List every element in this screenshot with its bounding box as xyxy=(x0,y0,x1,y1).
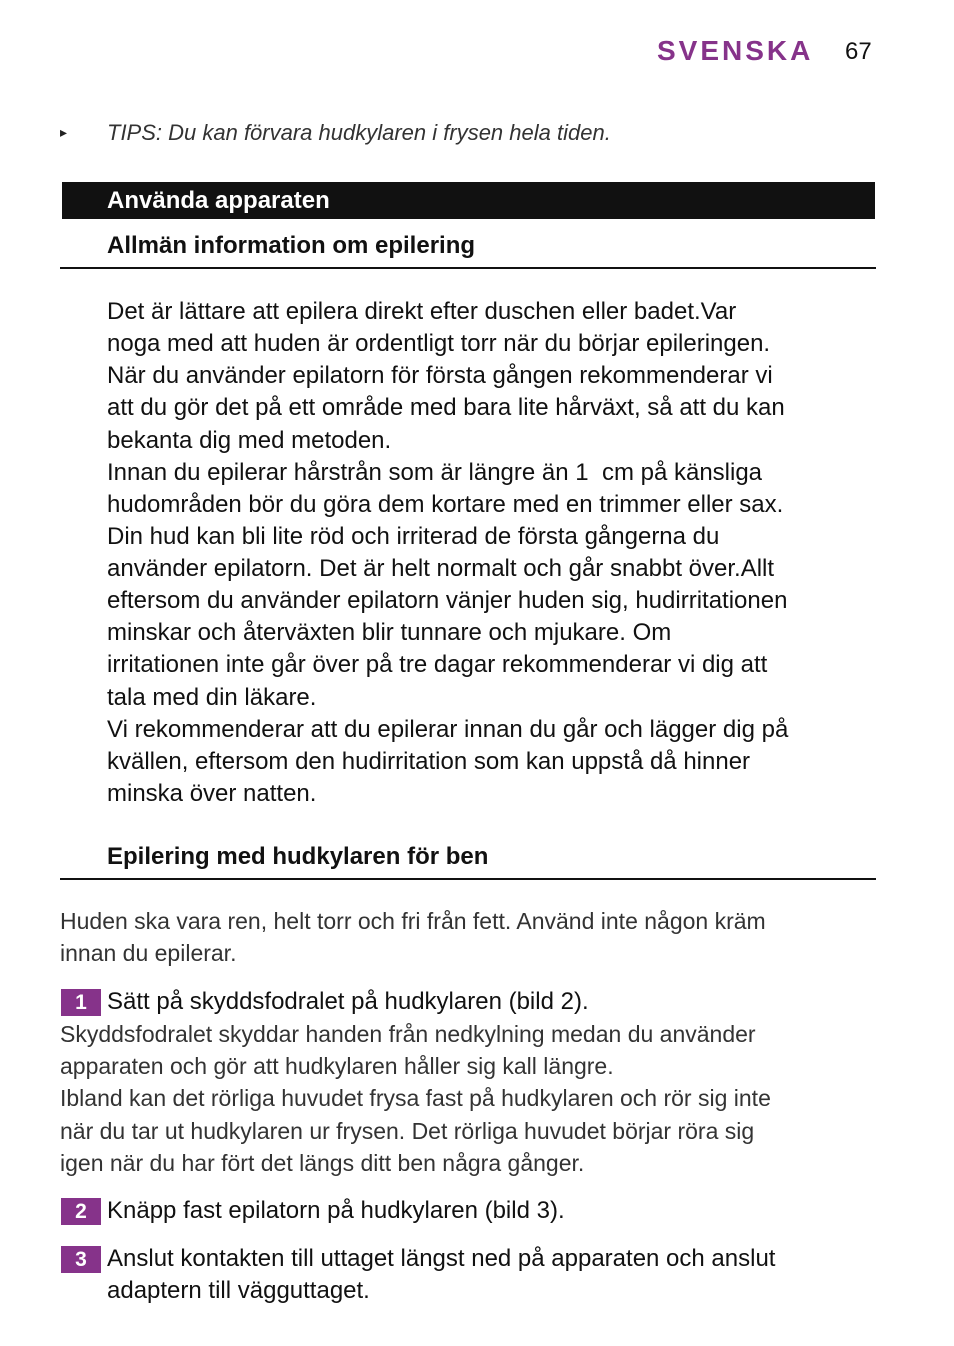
heading-rule xyxy=(60,267,876,269)
paragraph-line: att du gör det på ett område med bara lite hårväxt, så att du kan xyxy=(107,394,785,422)
paragraph-line: när du tar ut hudkylaren ur frysen. Det rörliga huvudet börjar röra sig xyxy=(60,1117,755,1144)
step-line: Anslut kontakten till uttaget längst ned på apparaten och anslut xyxy=(107,1245,776,1272)
paragraph-line: När du använder epilatorn för första gången rekommenderar vi xyxy=(107,362,773,390)
triangle-right-icon: ▸ xyxy=(60,125,68,141)
step-1-note xyxy=(60,1018,771,1179)
cooler-intro-paragraph xyxy=(60,905,766,969)
step-1-text xyxy=(107,986,589,1018)
paragraph-line: minska över natten. xyxy=(107,779,317,807)
paragraph-line: använder epilatorn. Det är helt normalt och går snabbt över.Allt xyxy=(107,555,775,582)
paragraph-line: noga med att huden är ordentligt torr när du börjar epileringen. xyxy=(107,330,771,358)
paragraph-line: apparaten och gör att hudkylaren håller sig kall längre. xyxy=(60,1053,614,1080)
step-3-text xyxy=(107,1243,775,1307)
paragraph-line: kvällen, eftersom den hudirritation som kan uppstå då hinner xyxy=(107,747,751,775)
step-line: Sätt på skyddsfodralet på hudkylaren (bild 2). xyxy=(107,988,589,1015)
paragraph-line: innan du epilerar. xyxy=(60,940,237,967)
step-2-text xyxy=(107,1195,565,1227)
paragraph-line: tala med din läkare. xyxy=(107,683,317,711)
language-label: SVENSKA xyxy=(657,35,814,66)
paragraph-line: eftersom du använder epilatorn vänjer huden sig, hudirritationen xyxy=(107,587,788,615)
paragraph-line: hudområden bör du göra dem kortare med en trimmer eller sax. xyxy=(107,490,784,518)
paragraph-line: Din hud kan bli lite röd och irriterad de första gångerna du xyxy=(107,522,720,550)
step-number-badge: 3 xyxy=(61,1246,101,1273)
step-number-badge: 1 xyxy=(61,989,101,1016)
paragraph-line: Vi rekommenderar att du epilerar innan du går och lägger dig på xyxy=(107,715,789,743)
tip-text: TIPS: Du kan förvara hudkylaren i frysen hela tiden. xyxy=(107,120,611,145)
general-info-heading: Allmän information om epilering xyxy=(107,232,476,259)
section-bar xyxy=(62,182,875,219)
step-line: Knäpp fast epilatorn på hudkylaren (bild 3). xyxy=(107,1197,565,1224)
page-number: 67 xyxy=(845,38,872,65)
paragraph-line: Skyddsfodralet skyddar handen från nedkylning medan du använder xyxy=(60,1021,756,1047)
step-line: adaptern till vägguttaget. xyxy=(107,1277,370,1304)
general-info-paragraph xyxy=(107,296,788,810)
section-title: Använda apparaten xyxy=(107,187,330,214)
paragraph-line: bekanta dig med metoden. xyxy=(107,426,392,454)
cooler-section-heading: Epilering med hudkylaren för ben xyxy=(107,843,489,870)
paragraph-line: Ibland kan det rörliga huvudet frysa fast på hudkylaren och rör sig inte xyxy=(60,1085,771,1112)
paragraph-line: minskar och återväxten blir tunnare och mjukare. Om xyxy=(107,619,672,647)
paragraph-line: Det är lättare att epilera direkt efter duschen eller badet.Var xyxy=(107,298,737,325)
paragraph-line: irritationen inte går över på tre dagar rekommenderar vi dig att xyxy=(107,651,768,679)
paragraph-line: Innan du epilerar hårstrån som är längre än 1 cm på känsliga xyxy=(107,458,763,486)
paragraph-line: Huden ska vara ren, helt torr och fri från fett. Använd inte någon kräm xyxy=(60,908,766,934)
heading-rule xyxy=(60,878,876,880)
step-number-badge: 2 xyxy=(61,1198,101,1225)
paragraph-line: igen när du har fört det längs ditt ben några gånger. xyxy=(60,1149,585,1176)
